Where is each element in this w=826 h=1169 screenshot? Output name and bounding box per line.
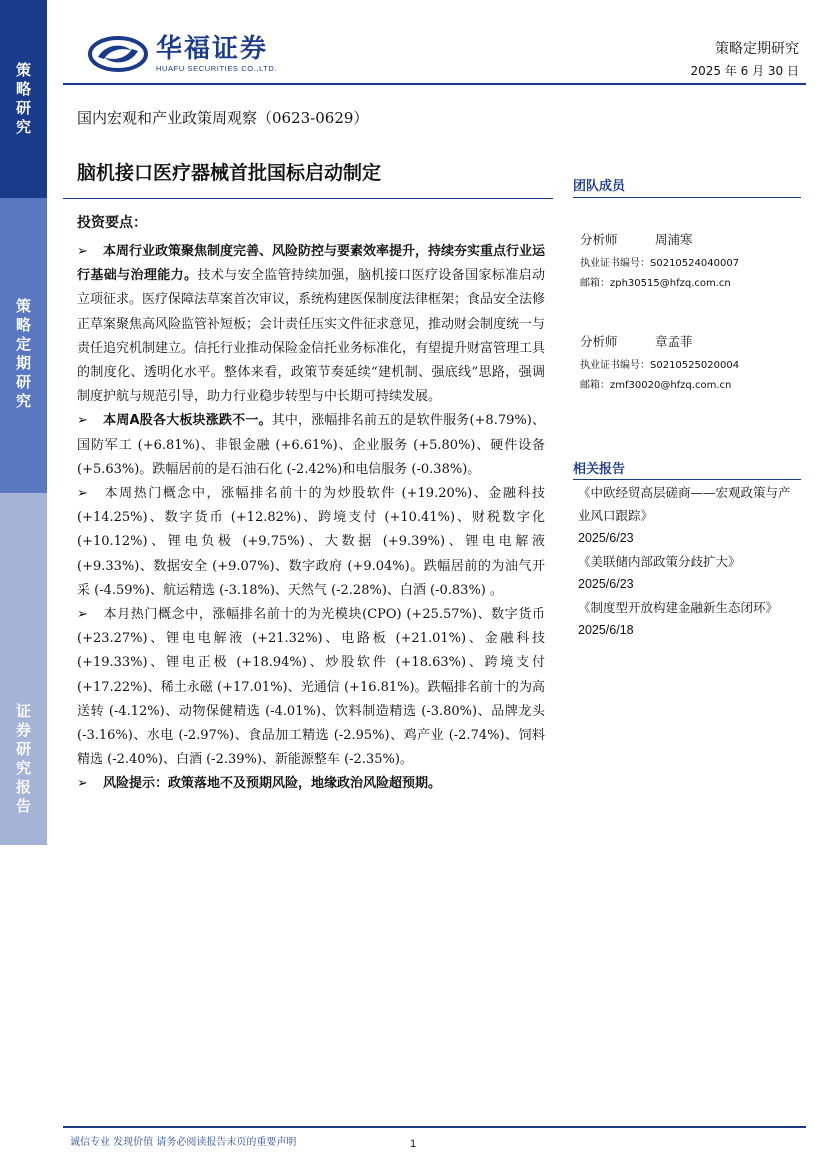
- related-report-title[interactable]: 《制度型开放构建金融新生态闭环》: [578, 600, 779, 615]
- report-date: 2025 年 6 月 30 日: [690, 64, 799, 78]
- cert-label: 执业证书编号：: [580, 258, 650, 269]
- report-body: [77, 240, 545, 797]
- left-sidebar: [0, 0, 47, 1169]
- bullet-arrow-icon: ➢: [77, 607, 88, 623]
- related-report-date: 2025/6/23: [578, 531, 634, 545]
- analyst-role: 分析师: [580, 232, 618, 247]
- analyst-card: [580, 230, 739, 289]
- paragraph: [77, 409, 545, 482]
- paragraph: [77, 603, 545, 772]
- analyst-card: [580, 332, 739, 391]
- logo-text-en: HUAFU SECURITIES CO.,LTD.: [156, 64, 278, 73]
- footer-disclaimer: 诚信专业 发现价值 请务必阅读报告末页的重要声明: [70, 1137, 297, 1148]
- title-divider: [63, 198, 553, 199]
- team-heading: 团队成员: [573, 179, 626, 194]
- paragraph-lead: 本周A股各大板块涨跌不一。: [103, 413, 272, 429]
- bullet-arrow-icon: ➢: [77, 486, 88, 502]
- sidebar-block-top: [0, 0, 47, 198]
- risk-warning: [77, 772, 545, 796]
- paragraph-text: 本月热门概念中，涨幅排名前十的为光模块(CPO) (+25.57%)、数字货币(+23.27%)、锂电电解液 (+21.32%)、电路板 (+21.01%)、金融科技(+19.33%)、锂电正极 (+18.94%)、炒股软件 (+18.63%)、跨境支付(+17.22%)、稀土永磁 (+17.01%)、光通信 (+16.81%)。跌幅排名前十的为高送转 (-4.12%)、动物保健精选 (-4.01%)、饮料制造精选 (-3.80%)、品牌龙头(-3.16%)、水电 (-2.97%)、食品加工精选 (-2.95%)、鸡产业 (-2.74%)、饲料精选 (-2.40%)、白酒 (-2.39%)、新能源整车 (-2.35%)。: [77, 607, 545, 768]
- sidebar-block-bottom: [0, 493, 47, 845]
- bullet-arrow-icon: ➢: [77, 244, 88, 259]
- sidebar-block-mid: [0, 198, 47, 493]
- risk-warning-text: 风险提示：政策落地不及预期风险，地缘政治风险超预期。: [103, 776, 442, 792]
- bullet-arrow-icon: ➢: [77, 413, 88, 429]
- email-label: 邮箱：: [580, 278, 610, 289]
- related-reports-heading: 相关报告: [573, 462, 626, 477]
- bullet-arrow-icon: ➢: [77, 776, 88, 792]
- report-type: 策略定期研究: [715, 41, 799, 57]
- paragraph: [77, 240, 545, 409]
- related-report-title[interactable]: 《中欧经贸高层磋商——宏观政策与产业风口跟踪》: [578, 485, 791, 523]
- analyst-email[interactable]: zph30515@hfzq.com.cn: [610, 278, 731, 289]
- cert-number: S0210525020004: [650, 360, 740, 371]
- email-label: 邮箱：: [580, 380, 610, 391]
- investment-points-heading: 投资要点：: [77, 215, 147, 231]
- sidebar-label-bottom: 证券研究报告: [14, 703, 32, 817]
- related-report-date: 2025/6/23: [578, 577, 634, 591]
- company-logo: [88, 34, 277, 73]
- analyst-name: 周浦寒: [655, 232, 693, 247]
- series-title: 国内宏观和产业政策周观察（0623-0629）: [77, 109, 369, 127]
- paragraph-text: 技术与安全监管持续加强，脑机接口医疗设备国家标准启动立项征求。医疗保障法草案首次审议，系统构建医保制度法律框架；食品安全法修正草案聚焦高风险监管补短板；会计责任压实文件征求意见，推动财会制度统一与责任追究机制建立。信托行业推动保险金信托业务标准化，有望提升财富管理工具的制度化、透明化水平。整体来看，政策节奏延续“建机制、强底线”思路，强调制度护航与规范引导，助力行业稳步转型与中长期可持续发展。: [77, 268, 546, 405]
- header-divider: [63, 83, 806, 85]
- analyst-email[interactable]: zmf30020@hfzq.com.cn: [610, 380, 732, 391]
- related-divider: [573, 479, 801, 480]
- logo-swirl-icon: [88, 35, 148, 73]
- paragraph: [77, 482, 545, 603]
- paragraph-text: 其中，涨幅排名前五的是软件服务(+8.79%)、国防军工 (+6.81%)、非银金融 (+6.61%)、企业服务 (+5.80%)、硬件设备 (+5.63%)。跌幅居前的是石油石化 (-2.42%)和电信服务 (-0.38%)。: [77, 413, 545, 477]
- related-reports-list: [578, 481, 802, 642]
- related-report-date: 2025/6/18: [578, 623, 634, 637]
- analyst-role: 分析师: [580, 334, 618, 349]
- sidebar-label-mid: 策略定期研究: [14, 298, 32, 412]
- analyst-name: 章孟菲: [655, 334, 693, 349]
- logo-text-cn: 华福证券: [156, 34, 269, 64]
- paragraph-text: 本周热门概念中，涨幅排名前十的为炒股软件 (+19.20%)、金融科技(+14.25%)、数字货币 (+12.82%)、跨境支付 (+10.41%)、财税数字化(+10.12%)、锂电负极 (+9.75%)、大数据 (+9.39%)、锂电电解液 (+9.33%)、数据安全 (+9.07%)、数字政府 (+9.04%)。跌幅居前的为油气开采 (-4.59%)、航运精选 (-3.18%)、天然气 (-2.28%)、白酒 (-0.83%) 。: [77, 486, 545, 598]
- page-number: 1: [410, 1138, 417, 1150]
- team-divider: [573, 197, 801, 198]
- cert-label: 执业证书编号：: [580, 360, 650, 371]
- page-title: 脑机接口医疗器械首批国标启动制定: [77, 162, 382, 184]
- sidebar-label-top: 策略研究: [14, 62, 32, 138]
- cert-number: S0210524040007: [650, 258, 740, 269]
- footer-divider: [63, 1126, 806, 1128]
- related-report-title[interactable]: 《美联储内部政策分歧扩大》: [578, 554, 741, 569]
- paragraph-lead: 本周行业政策聚焦制度完善、风险防控与要素效率提升，持续夯实重点行业运行基础与治理能力。: [77, 244, 546, 284]
